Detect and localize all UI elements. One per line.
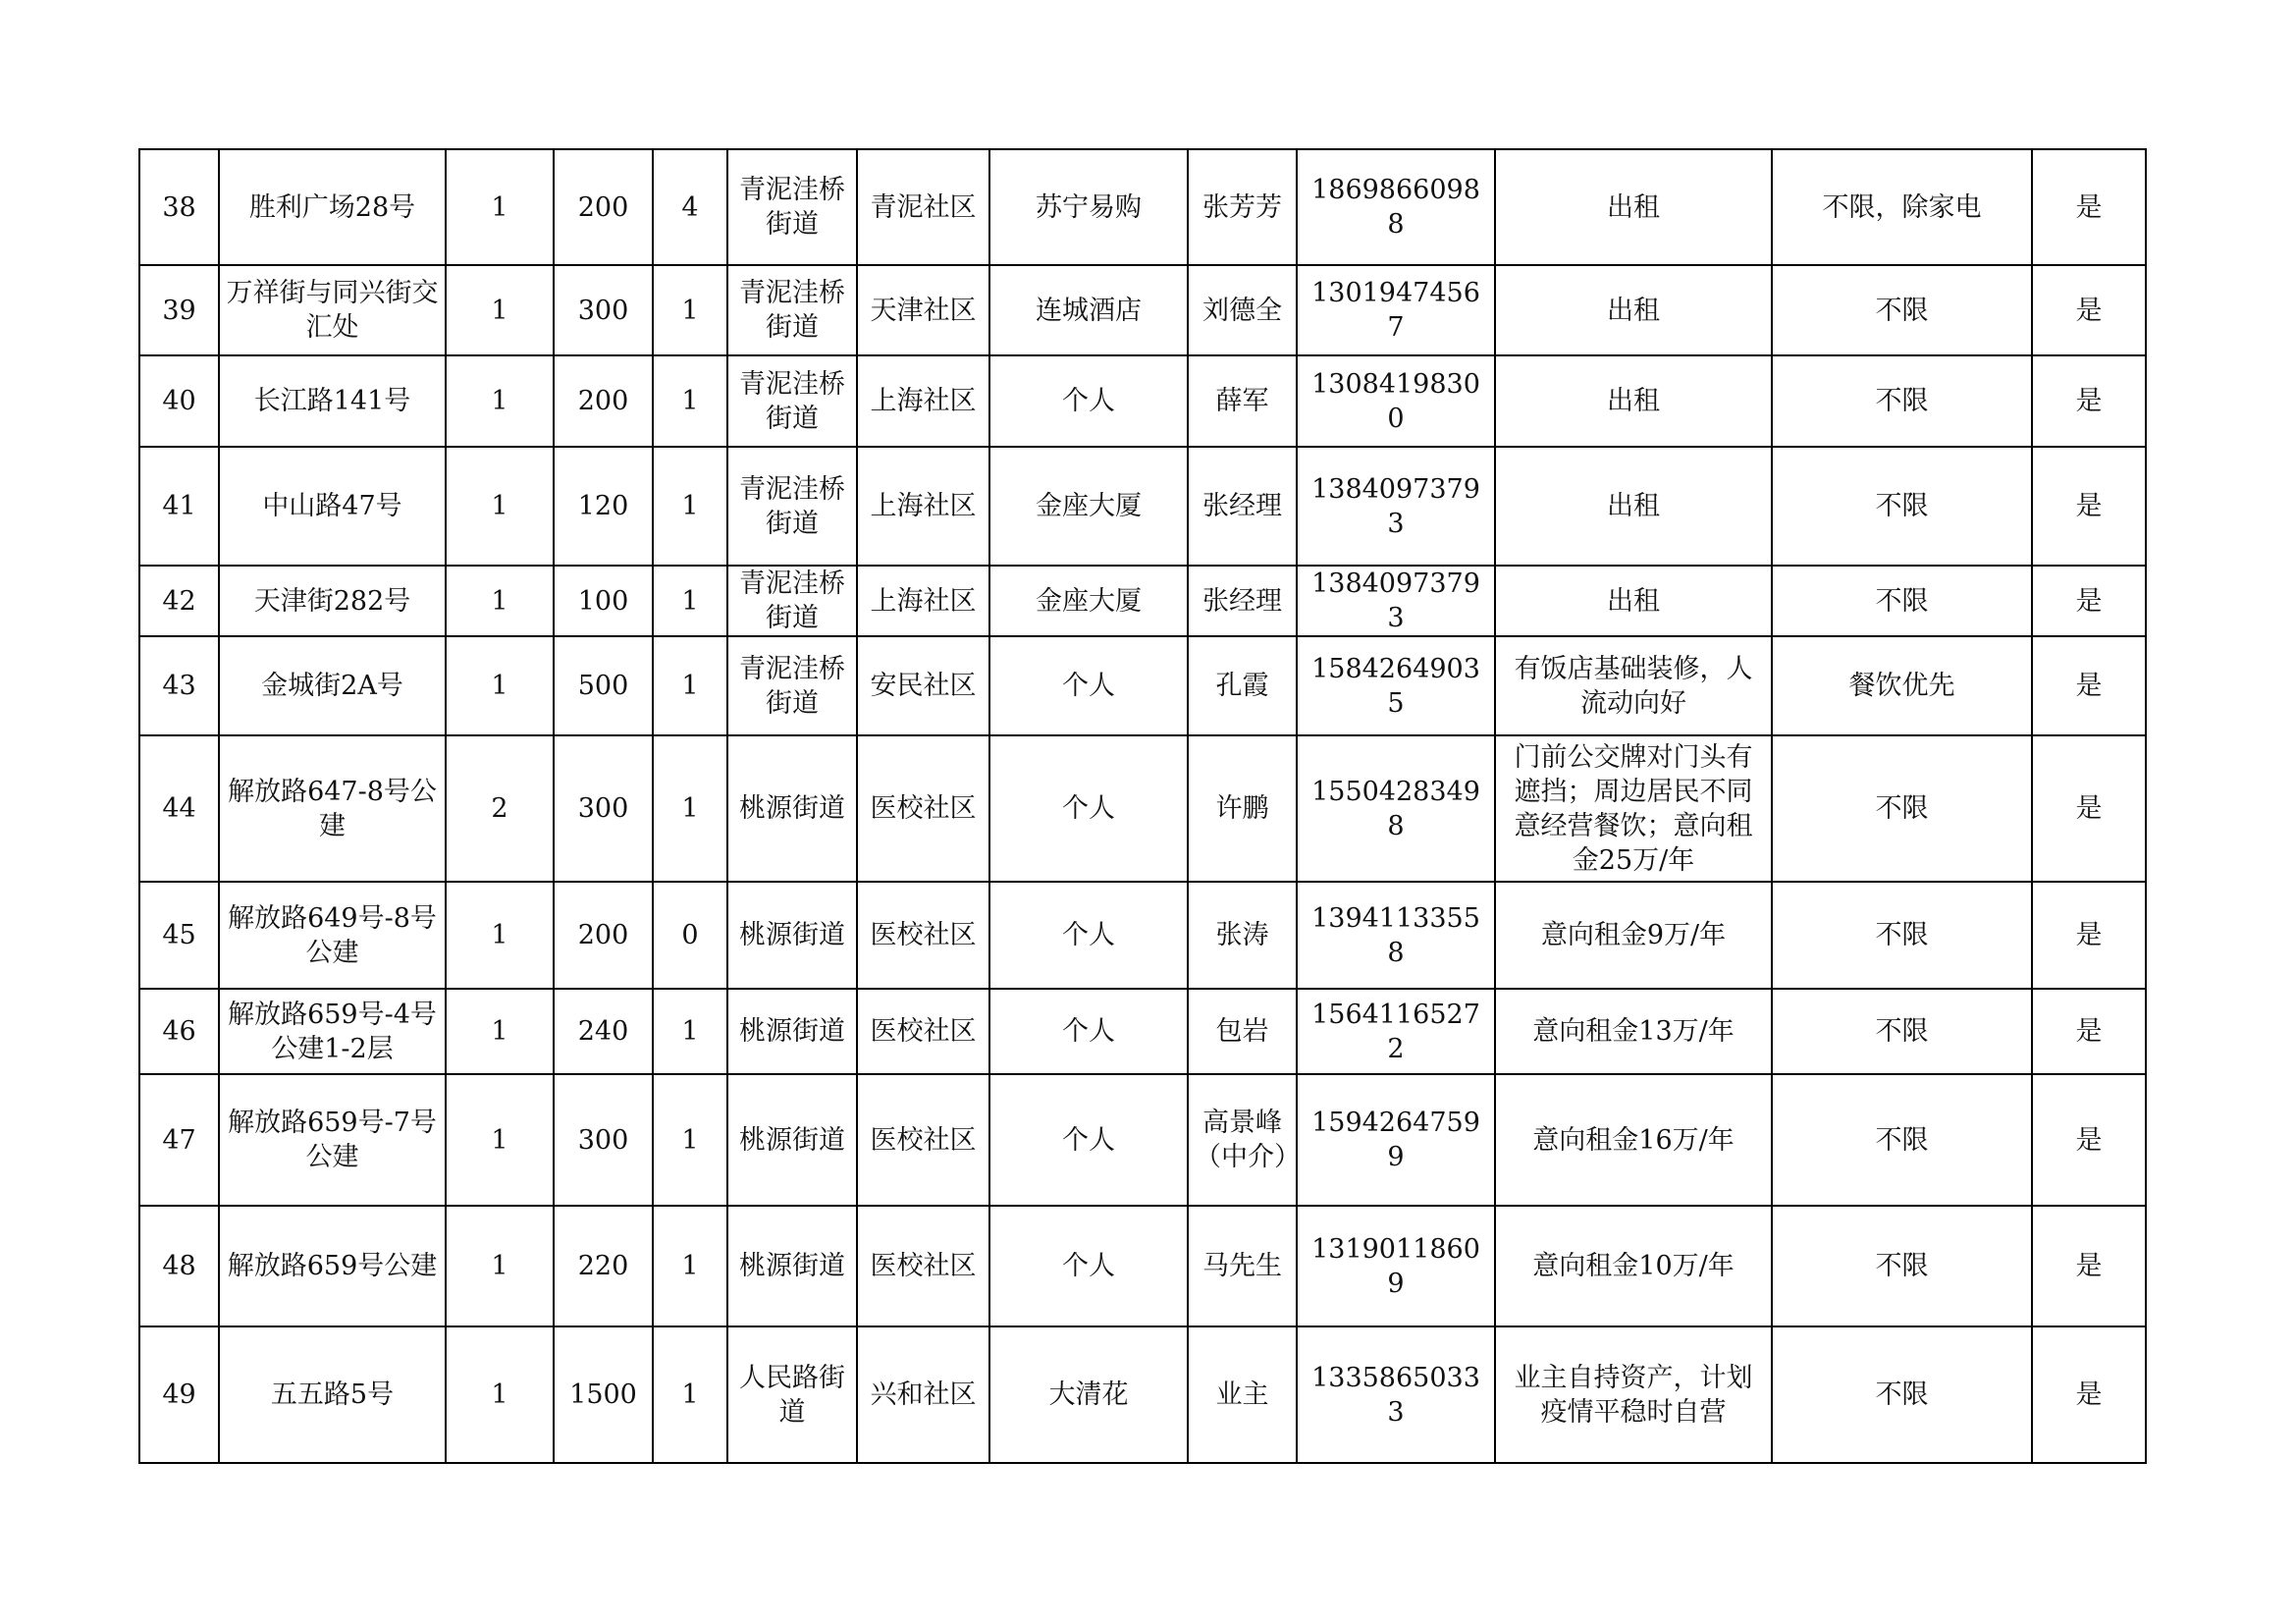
cell-area: 200	[554, 882, 653, 989]
cell-owner: 个人	[989, 355, 1188, 447]
cell-contact: 业主	[1188, 1326, 1297, 1463]
cell-contact: 张经理	[1188, 566, 1297, 636]
cell-count: 1	[446, 1074, 554, 1206]
cell-owner: 苏宁易购	[989, 149, 1188, 265]
cell-floors: 1	[653, 636, 727, 735]
cell-floors: 4	[653, 149, 727, 265]
cell-flag: 是	[2032, 149, 2146, 265]
cell-no: 43	[139, 636, 219, 735]
cell-flag: 是	[2032, 566, 2146, 636]
cell-street: 桃源街道	[727, 1206, 857, 1326]
cell-industry: 不限	[1772, 1206, 2032, 1326]
cell-count: 1	[446, 149, 554, 265]
cell-street: 青泥洼桥街道	[727, 447, 857, 566]
cell-floors: 1	[653, 989, 727, 1074]
cell-phone: 15641165272	[1297, 989, 1495, 1074]
cell-count: 1	[446, 355, 554, 447]
cell-no: 40	[139, 355, 219, 447]
cell-street: 桃源街道	[727, 1074, 857, 1206]
property-table	[138, 148, 2147, 1464]
cell-flag: 是	[2032, 636, 2146, 735]
cell-address: 解放路659号-4号公建1-2层	[219, 989, 446, 1074]
cell-community: 兴和社区	[857, 1326, 989, 1463]
cell-industry: 不限	[1772, 735, 2032, 882]
cell-community: 医校社区	[857, 882, 989, 989]
cell-area: 300	[554, 265, 653, 355]
cell-phone: 18698660988	[1297, 149, 1495, 265]
cell-count: 1	[446, 989, 554, 1074]
cell-industry: 不限	[1772, 989, 2032, 1074]
cell-flag: 是	[2032, 735, 2146, 882]
cell-street: 桃源街道	[727, 882, 857, 989]
cell-phone: 15942647599	[1297, 1074, 1495, 1206]
cell-floors: 1	[653, 265, 727, 355]
table-row	[139, 989, 2146, 1074]
cell-street: 青泥洼桥街道	[727, 265, 857, 355]
cell-note: 出租	[1495, 149, 1772, 265]
cell-no: 46	[139, 989, 219, 1074]
cell-contact: 包岩	[1188, 989, 1297, 1074]
cell-flag: 是	[2032, 355, 2146, 447]
cell-flag: 是	[2032, 1206, 2146, 1326]
cell-community: 医校社区	[857, 989, 989, 1074]
table-row	[139, 265, 2146, 355]
cell-no: 49	[139, 1326, 219, 1463]
cell-count: 1	[446, 882, 554, 989]
cell-address: 胜利广场28号	[219, 149, 446, 265]
cell-phone: 13840973793	[1297, 447, 1495, 566]
cell-street: 桃源街道	[727, 735, 857, 882]
cell-note: 意向租金13万/年	[1495, 989, 1772, 1074]
cell-floors: 1	[653, 735, 727, 882]
cell-industry: 不限	[1772, 355, 2032, 447]
cell-contact: 薛军	[1188, 355, 1297, 447]
cell-community: 天津社区	[857, 265, 989, 355]
table-row	[139, 735, 2146, 882]
cell-area: 300	[554, 735, 653, 882]
cell-no: 42	[139, 566, 219, 636]
cell-owner: 金座大厦	[989, 447, 1188, 566]
cell-note: 业主自持资产，计划疫情平稳时自营	[1495, 1326, 1772, 1463]
cell-contact: 孔霞	[1188, 636, 1297, 735]
table-row	[139, 566, 2146, 636]
cell-community: 上海社区	[857, 355, 989, 447]
cell-flag: 是	[2032, 882, 2146, 989]
cell-note: 出租	[1495, 566, 1772, 636]
cell-no: 47	[139, 1074, 219, 1206]
cell-address: 中山路47号	[219, 447, 446, 566]
cell-area: 200	[554, 355, 653, 447]
table-row	[139, 1206, 2146, 1326]
cell-address: 万祥街与同兴街交汇处	[219, 265, 446, 355]
cell-floors: 1	[653, 447, 727, 566]
cell-area: 120	[554, 447, 653, 566]
cell-street: 青泥洼桥街道	[727, 566, 857, 636]
cell-street: 青泥洼桥街道	[727, 355, 857, 447]
cell-note: 意向租金16万/年	[1495, 1074, 1772, 1206]
cell-phone: 13190118609	[1297, 1206, 1495, 1326]
table-row	[139, 447, 2146, 566]
cell-address: 解放路659号公建	[219, 1206, 446, 1326]
cell-address: 金城街2A号	[219, 636, 446, 735]
cell-count: 1	[446, 1326, 554, 1463]
cell-owner: 个人	[989, 636, 1188, 735]
cell-count: 1	[446, 636, 554, 735]
table-row	[139, 1326, 2146, 1463]
cell-flag: 是	[2032, 1326, 2146, 1463]
cell-flag: 是	[2032, 1074, 2146, 1206]
cell-industry: 餐饮优先	[1772, 636, 2032, 735]
cell-flag: 是	[2032, 989, 2146, 1074]
cell-note: 出租	[1495, 355, 1772, 447]
cell-count: 1	[446, 1206, 554, 1326]
table-row	[139, 636, 2146, 735]
cell-flag: 是	[2032, 447, 2146, 566]
cell-contact: 张涛	[1188, 882, 1297, 989]
table-row	[139, 882, 2146, 989]
cell-phone: 15842649035	[1297, 636, 1495, 735]
cell-community: 上海社区	[857, 447, 989, 566]
cell-community: 医校社区	[857, 735, 989, 882]
cell-owner: 个人	[989, 1074, 1188, 1206]
cell-phone: 13941133558	[1297, 882, 1495, 989]
cell-floors: 1	[653, 1326, 727, 1463]
cell-note: 意向租金10万/年	[1495, 1206, 1772, 1326]
cell-address: 长江路141号	[219, 355, 446, 447]
cell-area: 500	[554, 636, 653, 735]
cell-industry: 不限	[1772, 1074, 2032, 1206]
cell-floors: 1	[653, 1074, 727, 1206]
cell-phone: 13358650333	[1297, 1326, 1495, 1463]
cell-flag: 是	[2032, 265, 2146, 355]
cell-owner: 个人	[989, 735, 1188, 882]
cell-area: 300	[554, 1074, 653, 1206]
cell-count: 1	[446, 265, 554, 355]
cell-no: 39	[139, 265, 219, 355]
cell-street: 青泥洼桥街道	[727, 149, 857, 265]
cell-count: 1	[446, 447, 554, 566]
cell-no: 44	[139, 735, 219, 882]
cell-address: 五五路5号	[219, 1326, 446, 1463]
cell-industry: 不限	[1772, 447, 2032, 566]
cell-industry: 不限	[1772, 265, 2032, 355]
cell-count: 2	[446, 735, 554, 882]
cell-note: 意向租金9万/年	[1495, 882, 1772, 989]
table-row	[139, 149, 2146, 265]
cell-area: 200	[554, 149, 653, 265]
cell-contact: 马先生	[1188, 1206, 1297, 1326]
cell-industry: 不限，除家电	[1772, 149, 2032, 265]
cell-owner: 大清花	[989, 1326, 1188, 1463]
cell-owner: 个人	[989, 989, 1188, 1074]
cell-floors: 1	[653, 566, 727, 636]
cell-street: 桃源街道	[727, 989, 857, 1074]
cell-industry: 不限	[1772, 882, 2032, 989]
cell-contact: 刘德全	[1188, 265, 1297, 355]
cell-address: 解放路659号-7号公建	[219, 1074, 446, 1206]
cell-no: 41	[139, 447, 219, 566]
cell-note: 出租	[1495, 447, 1772, 566]
cell-community: 安民社区	[857, 636, 989, 735]
cell-community: 医校社区	[857, 1206, 989, 1326]
cell-note: 出租	[1495, 265, 1772, 355]
cell-phone: 13019474567	[1297, 265, 1495, 355]
cell-contact: 高景峰（中介）	[1188, 1074, 1297, 1206]
table-row	[139, 355, 2146, 447]
cell-phone: 13840973793	[1297, 566, 1495, 636]
cell-no: 45	[139, 882, 219, 989]
table-row	[139, 1074, 2146, 1206]
cell-note: 门前公交牌对门头有遮挡；周边居民不同意经营餐饮；意向租金25万/年	[1495, 735, 1772, 882]
cell-industry: 不限	[1772, 566, 2032, 636]
cell-area: 220	[554, 1206, 653, 1326]
cell-phone: 15504283498	[1297, 735, 1495, 882]
cell-owner: 个人	[989, 1206, 1188, 1326]
cell-address: 天津街282号	[219, 566, 446, 636]
cell-floors: 1	[653, 1206, 727, 1326]
cell-street: 青泥洼桥街道	[727, 636, 857, 735]
cell-community: 上海社区	[857, 566, 989, 636]
cell-floors: 0	[653, 882, 727, 989]
cell-community: 医校社区	[857, 1074, 989, 1206]
cell-industry: 不限	[1772, 1326, 2032, 1463]
cell-floors: 1	[653, 355, 727, 447]
cell-address: 解放路649号-8号公建	[219, 882, 446, 989]
cell-area: 100	[554, 566, 653, 636]
cell-count: 1	[446, 566, 554, 636]
cell-contact: 许鹏	[1188, 735, 1297, 882]
cell-owner: 连城酒店	[989, 265, 1188, 355]
cell-phone: 13084198300	[1297, 355, 1495, 447]
cell-area: 1500	[554, 1326, 653, 1463]
cell-no: 38	[139, 149, 219, 265]
cell-no: 48	[139, 1206, 219, 1326]
cell-street: 人民路街道	[727, 1326, 857, 1463]
cell-note: 有饭店基础装修，人流动向好	[1495, 636, 1772, 735]
cell-owner: 个人	[989, 882, 1188, 989]
cell-area: 240	[554, 989, 653, 1074]
cell-address: 解放路647-8号公建	[219, 735, 446, 882]
cell-community: 青泥社区	[857, 149, 989, 265]
cell-contact: 张芳芳	[1188, 149, 1297, 265]
cell-owner: 金座大厦	[989, 566, 1188, 636]
cell-contact: 张经理	[1188, 447, 1297, 566]
